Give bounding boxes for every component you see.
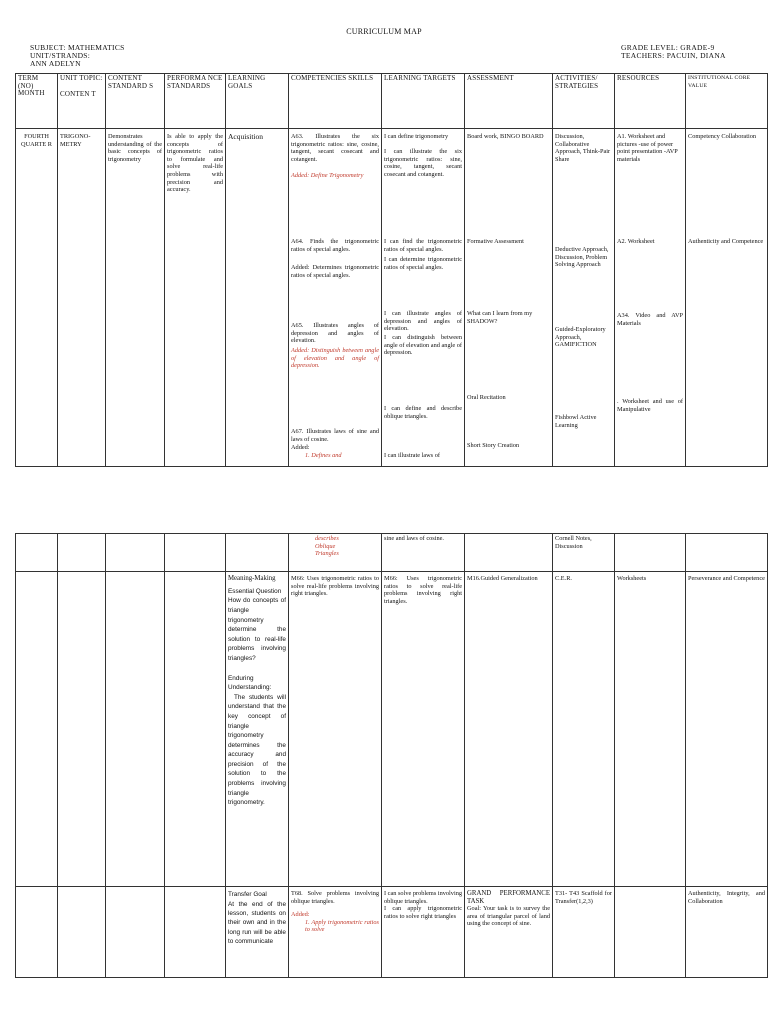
empty-cell: [686, 534, 768, 572]
competencies-cell: [289, 129, 382, 467]
activity-discussion: Discussion, Collaborative Approach, Think-Pair Share: [555, 133, 611, 163]
enduring-understanding-label: Enduring Understanding:: [228, 674, 272, 692]
continued-competency-line1: describes: [315, 535, 339, 542]
empty-cell: [226, 534, 289, 572]
content-standard-cell: Demonstrates understanding of the basic concepts of trigonometry: [106, 129, 165, 467]
activity-fishbowl: Fishbowl Active Learning: [555, 414, 597, 429]
header-unit-topic: [58, 74, 106, 129]
empty-cell: [465, 534, 553, 572]
transfer-competency: T68. Solve problems involving oblique triangles.: [291, 890, 379, 905]
target-determine-ratios: I can determine trigonometric ratios of special angles.: [384, 256, 462, 271]
target-laws: I can illustrate laws of: [384, 452, 440, 459]
meaning-making-goal-cell: [226, 572, 289, 887]
empty-cell: [58, 572, 106, 887]
assessment-oral: Oral Recitation: [467, 394, 506, 401]
empty-cell: [165, 534, 226, 572]
transfer-activity: T31- T43 Scaffold for Transfer(1,2,3): [553, 887, 615, 978]
continued-target: sine and laws of cosine.: [382, 534, 465, 572]
target-define-trig: I can define trigonometry: [384, 133, 449, 140]
transfer-goal-label: Transfer Goal: [228, 891, 267, 898]
header-content-label: CONTEN T: [60, 89, 96, 98]
empty-cell: [58, 887, 106, 978]
header-learning-targets: LEARNING TARGETS: [382, 74, 465, 129]
header-resources: RESOURCES: [615, 74, 686, 129]
curriculum-table-page2: [15, 533, 768, 978]
document-title: CURRICULUM MAP: [346, 27, 422, 36]
continued-activity: Cornell Notes, Discussion: [553, 534, 615, 572]
header-term: TERM (NO) MONTH: [16, 74, 58, 129]
transfer-target-1: I can solve problems involving oblique triangles.: [384, 890, 462, 905]
transfer-target-2: I can apply trigonometric ratios to solve right triangles: [384, 905, 462, 920]
activities-cell: [553, 129, 615, 467]
header-learning-goals: LEARNING GOALS: [226, 74, 289, 129]
header-performance-standards: PERFORMA NCE STANDARDS: [165, 74, 226, 129]
resource-a34: A34. Video and AVP Materials: [617, 312, 683, 327]
transfer-assessment-cell: [465, 887, 553, 978]
header-unit-topic-label: UNIT TOPIC:: [60, 74, 103, 82]
target-oblique: I can define and describe oblique triangles.: [384, 405, 462, 420]
acquisition-goal-cell: Acquisition: [226, 129, 289, 467]
empty-cell: [615, 887, 686, 978]
transfer-goal-cell: [226, 887, 289, 978]
header-content-standards: CONTENT STANDARD S: [106, 74, 165, 129]
competency-a67-added: Added:: [291, 444, 310, 451]
assessment-formative: Formative Assessment: [467, 238, 524, 245]
subject-label: SUBJECT: MATHEMATICS: [30, 43, 125, 52]
activity-guided: Guided-Exploratory Approach, GAMIFICTION: [555, 326, 606, 349]
competency-a67: A67. Illustrates laws of sine and laws of cosine.: [291, 428, 379, 443]
empty-cell: [615, 534, 686, 572]
empty-cell: [106, 572, 165, 887]
resource-a1: A1. Worksheet and pictures -use of power point presentation -AVP materials: [617, 133, 678, 163]
meaning-making-label: Meaning-Making: [228, 575, 276, 582]
assessment-story: Short Story Creation: [467, 442, 520, 449]
transfer-value: Authenticity, Integrity, and Collaboration: [686, 887, 768, 978]
resource-a2: A2. Worksheet: [617, 238, 655, 245]
teacher-name: ANN ADELYN: [30, 59, 81, 68]
curriculum-table-page1: [15, 73, 768, 467]
header-activities: ACTIVITIES/ STRATEGIES: [553, 74, 615, 129]
meaning-making-value: Perseverance and Competence: [686, 572, 768, 887]
header-assessment: ASSESSMENT: [465, 74, 553, 129]
value-competency: Competency Collaboration: [688, 133, 757, 140]
teachers-label: TEACHERS: PACUIN, DIANA: [621, 51, 726, 60]
targets-cell: [382, 129, 465, 467]
competency-a63-added: Added: Define Trigonometry: [291, 172, 364, 179]
header-competencies: COMPETENCIES SKILLS: [289, 74, 382, 129]
value-authenticity: Authenticity and Competence: [688, 238, 764, 245]
meaning-making-resources: Worksheets: [615, 572, 686, 887]
meaning-making-target: M66: Uses trigonometric ratios to solve real-life problems involving right triangles.: [382, 572, 465, 887]
term-cell: FOURTH QUARTE R: [16, 129, 58, 467]
target-special-angles: I can find the trigonometric ratios of special angles.: [384, 238, 462, 253]
assessment-shadow: What can I learn from my SHADOW?: [467, 310, 533, 325]
activity-deductive: Deductive Approach, Discussion, Problem Solving Approach: [555, 246, 609, 269]
transfer-added: Added:: [291, 911, 310, 919]
meaning-making-competency: M66: Uses trigonometric ratios to solve real-life problems involving right triangles.: [289, 572, 382, 887]
grand-performance-goal: Goal: Your task is to survey the area of triangular parcel of land using the concept of sine.: [467, 905, 550, 928]
empty-cell: [106, 534, 165, 572]
meaning-making-activity: C.E.R.: [553, 572, 615, 887]
empty-cell: [16, 572, 58, 887]
competency-a65-added: Added: Distinguish between angle of elevation and angle of depression.: [291, 347, 379, 370]
enduring-understanding-text: The students will understand that the key concept of triangle trigonometry determines the accuracy and precision of the solution to the problems involving triangle trigonometry.: [228, 693, 286, 807]
header-core-value: INSTITUTIONAL CORE VALUE: [686, 74, 768, 129]
core-value-cell: [686, 129, 768, 467]
grade-level-label: GRADE LEVEL: GRADE-9: [621, 43, 715, 52]
empty-cell: [165, 572, 226, 887]
target-angles-depression: I can illustrate angles of depression and angles of elevation.: [384, 310, 462, 333]
assessment-cell: [465, 129, 553, 467]
continued-competency-line3: Triangles: [315, 550, 339, 558]
empty-cell: [106, 887, 165, 978]
transfer-competency-cell: [289, 887, 382, 978]
continued-competency-line2: Oblique: [315, 542, 336, 550]
transfer-targets-cell: [382, 887, 465, 978]
essential-question-label: Essential Question: [228, 587, 282, 595]
resource-manipulative: . Worksheet and use of Manipulative: [617, 398, 683, 413]
resources-cell: [615, 129, 686, 467]
empty-cell: [16, 887, 58, 978]
continued-competency: [289, 534, 382, 572]
meaning-making-assessment: M16.Guided Generalization: [465, 572, 553, 887]
empty-cell: [165, 887, 226, 978]
assessment-board-work: Board work, BINGO BOARD: [467, 133, 544, 140]
transfer-goal-text: At the end of the lesson, students on their own and in the long run will be able to communicate: [228, 900, 286, 946]
competency-a64-added: Added: Determines trigonometric ratios of special angles.: [291, 264, 379, 279]
unit-strands-label: UNIT/STRANDS:: [30, 51, 91, 60]
target-distinguish: I can distinguish between angle of elevation and angle of depression.: [384, 334, 462, 357]
target-six-ratios: I can illustrate the six trigonometric ratios: sine, cosine, tangent, secant cosecant and cotangent.: [384, 148, 462, 178]
unit-cell: TRIGONO- METRY: [58, 129, 106, 467]
competency-a65: A65. Illustrates angles of depression and angles of elevation.: [291, 322, 379, 345]
transfer-added-item: 1. Apply trigonometric ratios to solve: [305, 918, 379, 934]
grand-performance-task: GRAND PERFORMANCE TASK: [467, 890, 550, 905]
competency-a64: A64. Finds the trigonometric ratios of special angles.: [291, 238, 379, 253]
competency-a63: A63. Illustrates the six trigonometric ratios: sine, cosine, tangent, secant cosecant and cotangent.: [291, 133, 379, 163]
essential-question-text: How do concepts of triangle trigonometry determine the solution to real-life problems involving triangles?: [228, 597, 286, 662]
competency-a67-item: 1. Defines and: [305, 452, 342, 459]
empty-cell: [58, 534, 106, 572]
empty-cell: [16, 534, 58, 572]
performance-standard-cell: Is able to apply the concepts of trigonometric ratios to formulate and solve real-life problems with precision and accuracy.: [165, 129, 226, 467]
